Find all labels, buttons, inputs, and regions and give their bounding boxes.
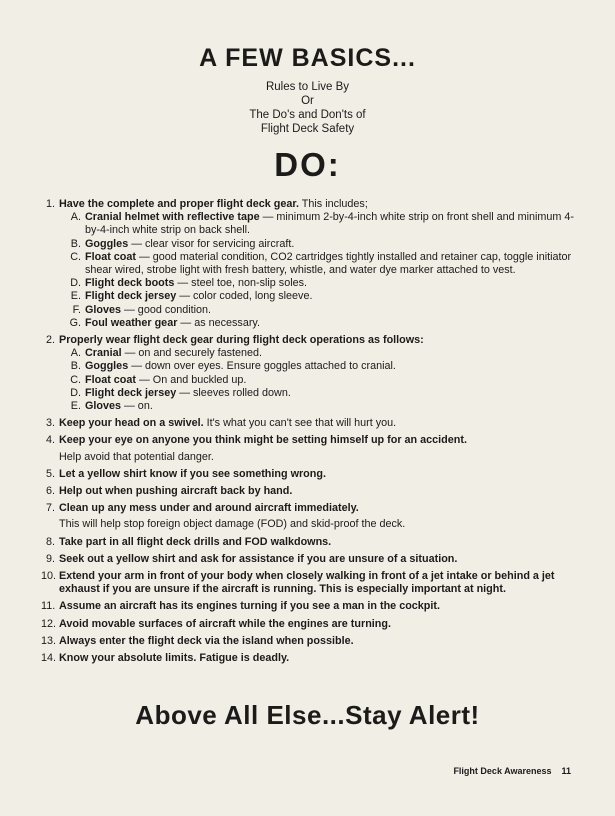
list-item bbox=[41, 570, 581, 596]
sub-item-letter: B. bbox=[70, 237, 81, 250]
sub-item-letter: D. bbox=[70, 386, 81, 399]
sub-item bbox=[59, 238, 581, 251]
sub-item-term: Cranial bbox=[85, 347, 122, 360]
item-number: 14. bbox=[41, 652, 57, 665]
list-item bbox=[41, 618, 581, 631]
sub-item-description: — down over eyes. Ensure goggles attached to cranial. bbox=[128, 360, 396, 373]
item-text: Assume an aircraft has its engines turning if you see a man in the cockpit. bbox=[59, 600, 440, 613]
sub-item-term: Foul weather gear bbox=[85, 316, 178, 329]
page-title: A FEW BASICS... bbox=[199, 44, 416, 72]
item-text-suffix: This includes; bbox=[299, 198, 368, 210]
sub-item-letter: C. bbox=[70, 373, 81, 386]
sub-item bbox=[59, 374, 581, 387]
sub-item-description: — minimum 2-by-4-inch white strip on front shell and minimum 4-by-4-inch white strip on back shell. bbox=[85, 211, 575, 237]
item-number: 8. bbox=[45, 535, 55, 548]
sub-item-description: — as necessary. bbox=[177, 316, 261, 329]
item-text-suffix: It's what you can't see that will hurt you. bbox=[203, 417, 397, 430]
item-number: 1. bbox=[45, 198, 55, 210]
item-number: 13. bbox=[41, 634, 57, 647]
list-item bbox=[41, 600, 581, 613]
sub-item bbox=[59, 317, 581, 330]
item-text: Seek out a yellow shirt and ask for assistance if you are unsure of a situation. bbox=[59, 552, 458, 565]
sub-item bbox=[59, 277, 581, 290]
sub-item-term: Cranial helmet with reflective tape bbox=[85, 211, 260, 224]
item-number: 3. bbox=[45, 417, 55, 430]
list-item bbox=[41, 198, 581, 330]
sub-item bbox=[59, 387, 581, 400]
sub-item-description: — clear visor for servicing aircraft. bbox=[128, 237, 295, 250]
sub-item-term: Goggles bbox=[85, 360, 129, 373]
list-item bbox=[41, 553, 581, 566]
item-number: 9. bbox=[45, 552, 55, 565]
item-text: Always enter the flight deck via the island when possible. bbox=[59, 634, 354, 647]
item-text: Know your absolute limits. Fatigue is deadly. bbox=[59, 652, 290, 665]
sub-item-description: — good condition. bbox=[121, 303, 212, 316]
item-text: Have the complete and proper flight deck gear. bbox=[59, 198, 299, 210]
closing-banner: Above All Else...Stay Alert! bbox=[135, 700, 480, 730]
sub-item-term: Flight deck jersey bbox=[85, 290, 177, 303]
item-text: Help out when pushing aircraft back by hand. bbox=[59, 485, 293, 498]
sub-item-description: — on and securely fastened. bbox=[121, 347, 263, 360]
list-item bbox=[41, 434, 581, 463]
sub-item bbox=[59, 290, 581, 303]
subtitle-line: Rules to Live By bbox=[265, 81, 350, 93]
item-text: Properly wear flight deck gear during flight deck operations as follows: bbox=[59, 334, 424, 347]
page-footer bbox=[453, 766, 571, 776]
sub-item bbox=[59, 360, 581, 373]
sub-item-term: Goggles bbox=[85, 237, 129, 250]
rules-list bbox=[41, 198, 581, 669]
item-number: 7. bbox=[45, 502, 55, 515]
item-number: 4. bbox=[45, 434, 55, 447]
sub-item-letter: E. bbox=[70, 290, 81, 303]
sub-item-term: Flight deck jersey bbox=[85, 386, 177, 399]
list-item bbox=[41, 635, 581, 648]
list-item bbox=[41, 502, 581, 531]
item-text: Clean up any mess under and around aircraft immediately. bbox=[59, 502, 359, 515]
item-number: 11. bbox=[41, 600, 56, 613]
list-item bbox=[41, 485, 581, 498]
item-text: Keep your head on a swivel. bbox=[59, 417, 204, 430]
sub-item-term: Float coat bbox=[85, 250, 136, 263]
sub-item-letter: B. bbox=[70, 360, 81, 373]
sub-item-term: Flight deck boots bbox=[85, 277, 175, 290]
list-item bbox=[41, 536, 581, 549]
sub-item-letter: F. bbox=[72, 303, 81, 316]
sub-item-description: — good material condition, CO2 cartridges tightly installed and retainer cap, toggle initiator shear wired, strobe light with fresh battery, whistle, and water dye marker attached to vest. bbox=[85, 250, 572, 277]
sub-item-letter: E. bbox=[70, 400, 81, 413]
sub-item-letter: A. bbox=[70, 211, 81, 224]
item-text: Avoid movable surfaces of aircraft while the engines are turning. bbox=[59, 617, 391, 630]
do-heading: DO: bbox=[274, 146, 341, 183]
sub-item bbox=[59, 400, 581, 413]
page-number: 11 bbox=[561, 766, 571, 776]
list-item bbox=[41, 334, 581, 413]
item-number: 2. bbox=[45, 334, 55, 347]
item-number: 6. bbox=[45, 485, 55, 498]
item-note: This will help stop foreign object damage (FOD) and skid-proof the deck. bbox=[59, 518, 406, 531]
subtitle bbox=[0, 80, 615, 136]
list-item bbox=[41, 417, 581, 430]
item-number: 12. bbox=[41, 617, 57, 630]
sub-item-description: — On and buckled up. bbox=[136, 373, 247, 386]
sub-item bbox=[59, 304, 581, 317]
list-item bbox=[41, 652, 581, 665]
footer-label: Flight Deck Awareness bbox=[453, 766, 552, 776]
subtitle-line: The Do's and Don'ts of bbox=[249, 109, 366, 121]
item-text: Take part in all flight deck drills and FOD walkdowns. bbox=[59, 535, 332, 548]
sub-item-description: — color coded, long sleeve. bbox=[176, 290, 313, 303]
sub-item bbox=[59, 347, 581, 360]
sub-item-description: — sleeves rolled down. bbox=[176, 386, 291, 399]
subtitle-line: Flight Deck Safety bbox=[260, 123, 355, 135]
item-number: 10. bbox=[41, 570, 57, 583]
list-item bbox=[41, 468, 581, 481]
sub-item-description: — steel toe, non-slip soles. bbox=[174, 277, 308, 290]
sub-item-letter: A. bbox=[70, 347, 81, 360]
item-text: Extend your arm in front of your body when closely walking in front of a jet intake or behind a jet exhaust if you are unsure if the aircraft is running. This is especially important at night. bbox=[59, 570, 555, 596]
item-text: Let a yellow shirt know if you see something wrong. bbox=[59, 467, 326, 480]
sub-item bbox=[59, 251, 581, 277]
item-note: Help avoid that potential danger. bbox=[59, 450, 214, 463]
item-number: 5. bbox=[45, 467, 55, 480]
sub-item-term: Gloves bbox=[85, 400, 122, 413]
sub-item-letter: D. bbox=[70, 277, 81, 290]
sub-item bbox=[59, 211, 581, 237]
sub-item-term: Gloves bbox=[85, 303, 122, 316]
sub-item-letter: C. bbox=[70, 250, 81, 263]
sub-item-letter: G. bbox=[69, 316, 81, 329]
sub-item-description: — on. bbox=[121, 400, 153, 413]
sub-item-term: Float coat bbox=[85, 373, 136, 386]
item-text: Keep your eye on anyone you think might be setting himself up for an accident. bbox=[59, 434, 467, 447]
subtitle-line: Or bbox=[301, 95, 314, 107]
